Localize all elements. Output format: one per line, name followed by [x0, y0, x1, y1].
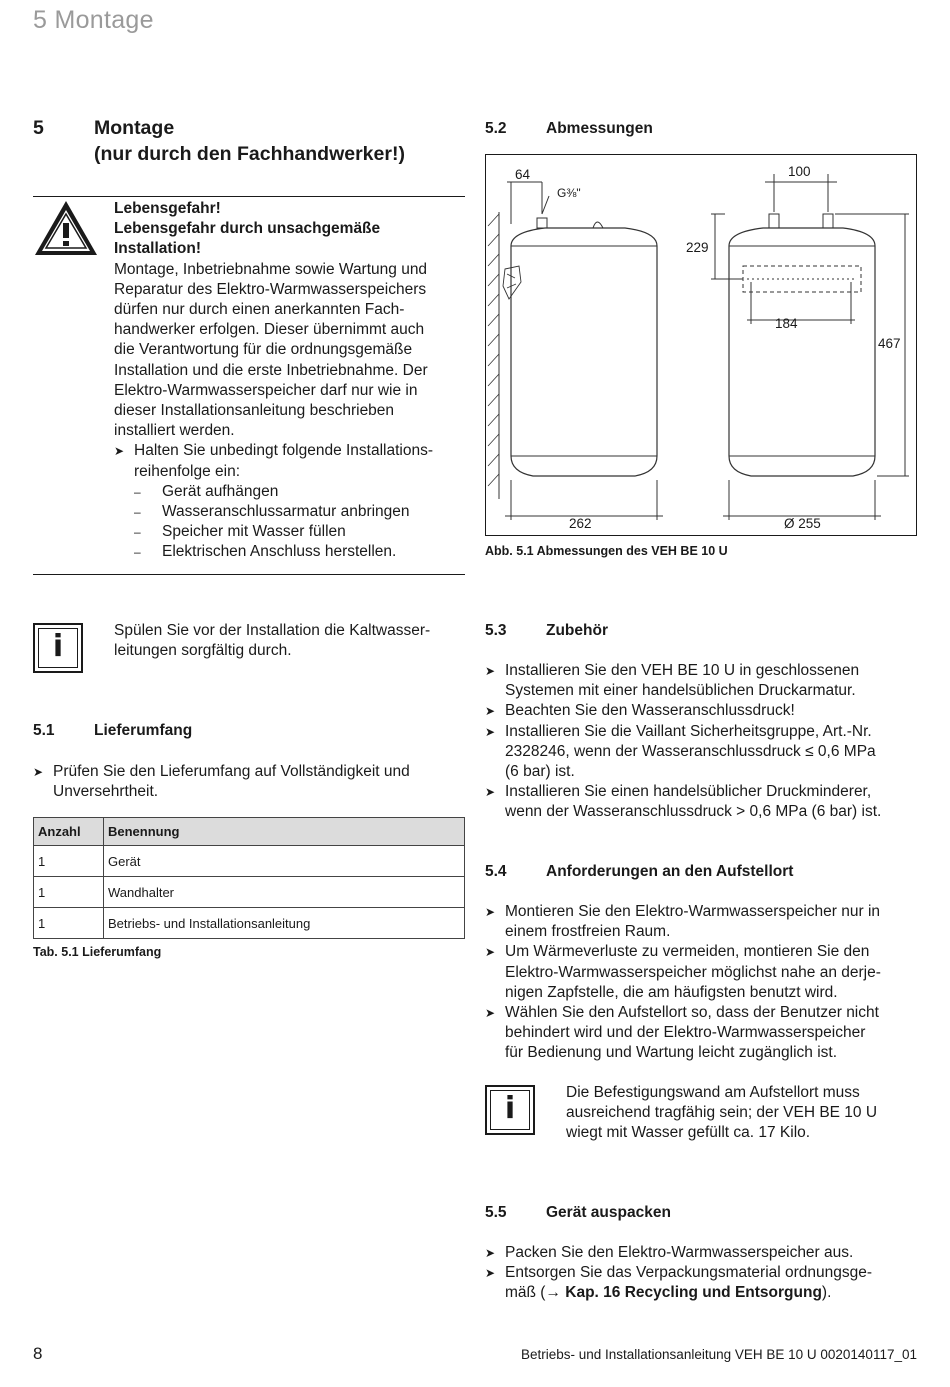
dim-thread: G⅜" [557, 186, 581, 200]
bullet-line: Packen Sie den Elektro-Warmwasserspeicher aus. [505, 1244, 854, 1261]
dim-467: 467 [878, 336, 901, 351]
table-row [34, 846, 465, 877]
warning-bullet-list [114, 441, 466, 562]
list-item [485, 1263, 920, 1303]
table-cell: 1 [34, 846, 104, 877]
section-5-1-number: 5.1 [33, 722, 55, 739]
page-number: 8 [33, 1344, 43, 1363]
bullet-line: Installieren Sie den VEH BE 10 U in geschlossenen [505, 662, 860, 679]
list-item [485, 1003, 920, 1064]
section-5-4-number: 5.4 [485, 863, 507, 880]
section-5-2-title: Abmessungen [546, 120, 653, 137]
dim-262: 262 [569, 516, 592, 531]
footer-text: Betriebs- und Installationsanleitung VEH BE 10 U 0020140117_01 [520, 1347, 917, 1362]
info-icon: i [485, 1085, 535, 1135]
bullet-line: Montieren Sie den Elektro-Warmwasserspeicher nur in [505, 903, 881, 920]
warning-line: dürfen nur durch einen anerkannten Fach- [114, 301, 405, 319]
info-note-rinse [114, 621, 466, 661]
bullet-line: Unversehrtheit. [53, 783, 159, 801]
bullet-line: Elektro-Warmwasserspeicher möglichst nahe an derje- [505, 963, 881, 981]
warning-text [114, 199, 466, 563]
bullet-line: wenn der Wasseranschlussdruck > 0,6 MPa (6 bar) ist. [505, 803, 882, 821]
table-cell: 1 [34, 877, 104, 908]
section-5-5-bullets [485, 1243, 920, 1304]
delivery-table [33, 817, 465, 939]
info-line: Die Befestigungswand am Aufstellort muss [566, 1084, 860, 1101]
warning-line: die Verantwortung für die ordnungsgemäße [114, 341, 413, 359]
warning-line: handwerker erfolgen. Dieser übernimmt auch [114, 321, 425, 339]
table-header-row [34, 818, 465, 846]
bullet-line: nigen Zapfstelle, die am häufigsten benutzt wird. [505, 983, 838, 1001]
step-text: Wasseranschlussarmatur anbringen [162, 503, 410, 521]
arrow-bullet-icon: ➤ [485, 905, 496, 919]
list-item [485, 661, 920, 701]
section-5-5-number: 5.5 [485, 1204, 507, 1221]
arrow-bullet-icon: ➤ [485, 1246, 496, 1260]
bullet-line: Installieren Sie einen handelsüblicher Druckminderer, [505, 783, 872, 801]
list-item [485, 1243, 920, 1263]
warning-title2: Lebensgefahr durch unsachgemäße [114, 220, 381, 238]
table-cell: Betriebs- und Installationsanleitung [104, 908, 465, 939]
list-item [33, 762, 465, 802]
warning-top-rule [33, 196, 465, 197]
section-5-3-number: 5.3 [485, 622, 507, 639]
warning-bottom-rule [33, 574, 465, 575]
list-item [114, 441, 466, 562]
section-5-1-bullets [33, 762, 465, 802]
step-text: Elektrischen Anschluss herstellen. [162, 543, 397, 561]
bullet-line: Prüfen Sie den Lieferumfang auf Vollständigkeit und [53, 763, 410, 780]
info-line: wiegt mit Wasser gefüllt ca. 17 Kilo. [566, 1124, 811, 1142]
table-row [34, 908, 465, 939]
warning-title1: Lebensgefahr! [114, 200, 221, 217]
bullet-line [505, 1283, 920, 1303]
table-cell: Gerät [104, 846, 465, 877]
bullet-line: behindert wird und der Elektro-Warmwasserspeicher [505, 1024, 866, 1042]
list-item [485, 722, 920, 783]
warning-line: dieser Installationsanleitung beschrieben [114, 402, 395, 420]
chapter-title-line2: (nur durch den Fachhandwerker!) [94, 143, 405, 165]
figure-caption: Abb. 5.1 Abmessungen des VEH BE 10 U [485, 544, 728, 558]
arrow-bullet-icon: ➤ [114, 444, 125, 459]
info-note-wall [566, 1083, 918, 1144]
arrow-bullet-icon: ➤ [485, 785, 496, 800]
bullet-line: Um Wärmeverluste zu vermeiden, montieren Sie den [505, 943, 870, 961]
dim-255: Ø 255 [784, 516, 821, 531]
section-5-3-title: Zubehör [546, 622, 608, 639]
bullet-line: Beachten Sie den Wasseranschlussdruck! [505, 702, 795, 720]
list-item [485, 782, 920, 822]
table-row [34, 877, 465, 908]
list-item: – Speicher mit Wasser füllen [134, 523, 346, 541]
column-header: Anzahl [34, 818, 104, 846]
bullet-line: Installieren Sie die Vaillant Sicherheitsgruppe, Art.-Nr. [505, 722, 872, 740]
table-cell: Wandhalter [104, 877, 465, 908]
arrow-bullet-icon: ➤ [33, 765, 44, 779]
ref-suffix: ). [821, 1284, 832, 1302]
section-5-1-title: Lieferumfang [94, 722, 193, 739]
section-5-4-title: Anforderungen an den Aufstellort [546, 863, 794, 880]
ref-prefix: mäß ( [505, 1284, 546, 1302]
warning-triangle-icon [33, 199, 99, 257]
section-5-5-title: Gerät auspacken [546, 1204, 671, 1221]
warning-line: Installation und die erste Inbetriebnahme. Der [114, 361, 428, 379]
chapter-title [94, 115, 405, 167]
bullet-line: 2328246, wenn der Wasseranschlussdruck ≤ 0,6 MPa [505, 742, 876, 760]
arrow-bullet-icon: ➤ [485, 704, 496, 719]
list-item [485, 942, 920, 1003]
bullet-line: für Bedienung und Wartung leicht zugänglich ist. [505, 1044, 838, 1062]
section-5-4-bullets [485, 902, 920, 1064]
bullet-line: einem frostfreien Raum. [505, 923, 671, 941]
arrow-bullet-icon: ➤ [485, 1266, 496, 1281]
running-header: 5 Montage [33, 6, 154, 34]
list-item [485, 902, 920, 942]
install-steps [134, 482, 466, 563]
dim-229: 229 [686, 240, 709, 255]
section-5-2-number: 5.2 [485, 120, 507, 137]
arrow-bullet-icon: ➤ [485, 1006, 496, 1021]
arrow-bullet-icon: ➤ [485, 664, 496, 678]
arrow-bullet-icon: ➤ [485, 724, 496, 739]
list-item [485, 701, 920, 721]
warning-line: Reparatur des Elektro-Warmwasserspeichers [114, 280, 427, 298]
list-item: – Gerät aufhängen [134, 482, 279, 500]
chapter-reference-link[interactable]: → Kap. 16 Recycling und Entsorgung [545, 1284, 822, 1302]
bullet-line: Entsorgen Sie das Verpackungsmaterial ordnungsge- [505, 1264, 873, 1282]
table-caption: Tab. 5.1 Lieferumfang [33, 945, 162, 959]
step-text: Speicher mit Wasser füllen [162, 523, 346, 541]
warning-title3: Installation! [114, 240, 201, 258]
warning-line: Montage, Inbetriebnahme sowie Wartung und [114, 260, 428, 278]
warning-line: installiert werden. [114, 422, 235, 440]
step-text: Gerät aufhängen [162, 482, 279, 500]
bullet-line: Systemen mit einer handelsüblichen Druckarmatur. [505, 682, 856, 700]
warning-bullet-line2: reihenfolge ein: [134, 462, 240, 480]
arrow-bullet-icon: ➤ [485, 945, 496, 960]
section-5-3-bullets [485, 661, 920, 823]
list-item: – Elektrischen Anschluss herstellen. [134, 543, 397, 561]
chapter-title-line1: Montage [94, 117, 175, 139]
list-item: – Wasseranschlussarmatur anbringen [134, 503, 410, 521]
warning-line: Elektro-Warmwasserspeicher darf nur wie in [114, 381, 418, 399]
column-header: Benennung [104, 818, 465, 846]
info-line: Spülen Sie vor der Installation die Kaltwasser- [114, 622, 431, 639]
warning-bullet-line1: Halten Sie unbedingt folgende Installations- [134, 442, 434, 460]
info-icon: i [33, 623, 83, 673]
dim-184: 184 [775, 316, 798, 331]
table-cell: 1 [34, 908, 104, 939]
info-line: leitungen sorgfältig durch. [114, 642, 292, 660]
dim-64: 64 [515, 167, 531, 182]
dim-100: 100 [788, 164, 811, 179]
bullet-line: Wählen Sie den Aufstellort so, dass der Benutzer nicht [505, 1004, 879, 1022]
dimension-drawing [485, 154, 917, 536]
chapter-number: 5 [33, 117, 44, 139]
bullet-line: (6 bar) ist. [505, 763, 575, 781]
info-line: ausreichend tragfähig sein; der VEH BE 10 U [566, 1104, 878, 1122]
